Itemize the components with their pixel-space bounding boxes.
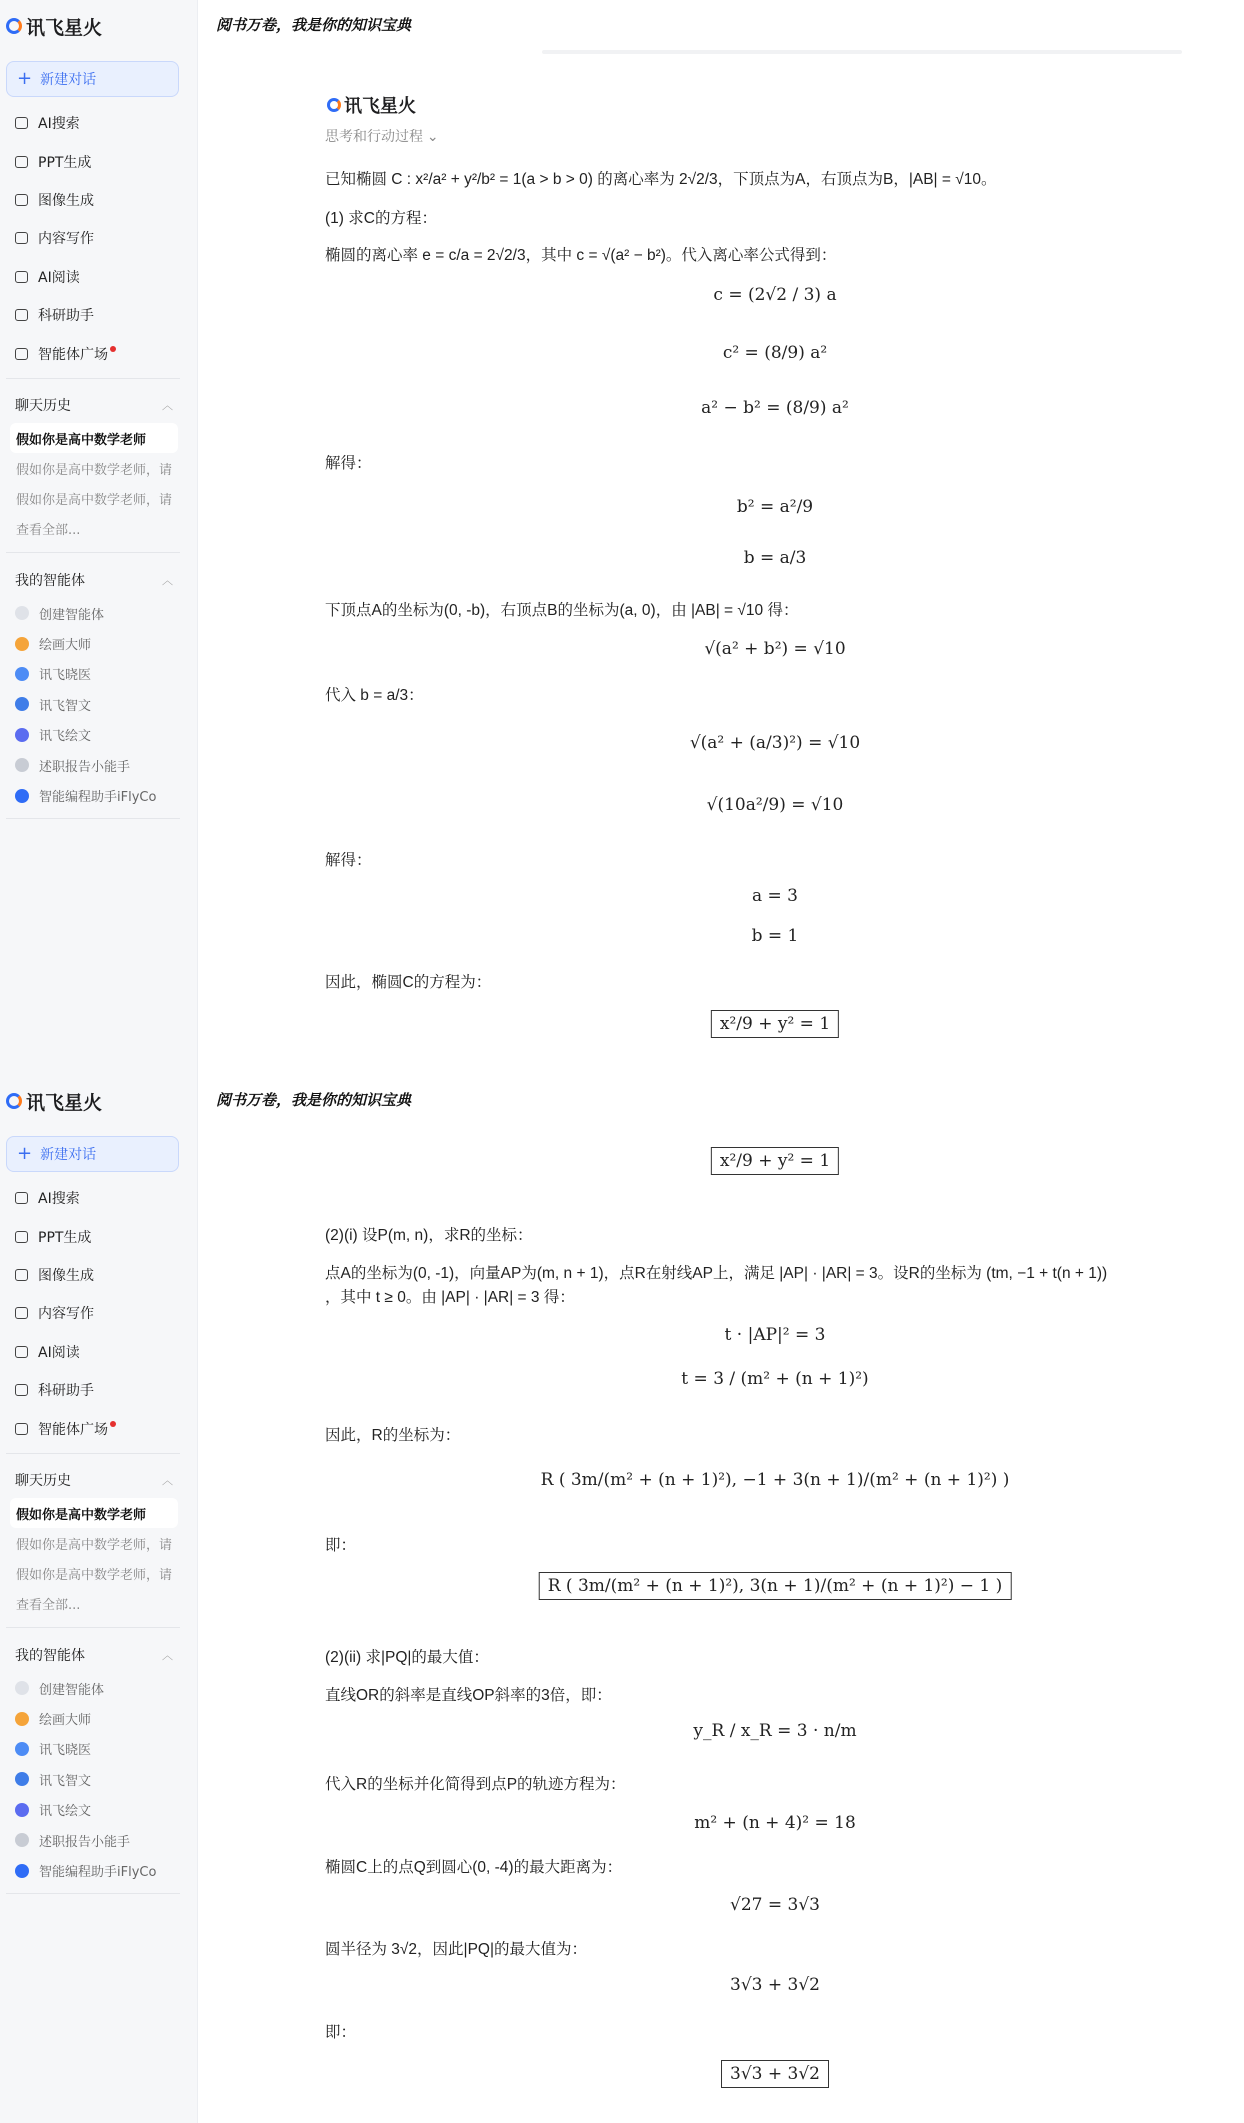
- nav-item-image[interactable]: 图像生成: [0, 1256, 198, 1294]
- section-heading: (1) 求C的方程：: [325, 210, 437, 227]
- history-item[interactable]: 假如你是高中数学老师，请: [16, 492, 173, 508]
- chevron-up-icon[interactable]: ︿: [162, 574, 173, 587]
- paragraph: 因此，椭圆C的方程为：: [325, 974, 492, 991]
- thinking-toggle[interactable]: 思考和行动过程 ⌄: [325, 128, 439, 144]
- paragraph: 即：: [325, 1537, 357, 1554]
- scroll-indicator: [542, 50, 1182, 54]
- medical-cross-icon: [15, 667, 29, 681]
- paint-avatar-icon: [15, 1803, 29, 1817]
- nav-list: [0, 1179, 198, 1448]
- plus-icon: +: [17, 68, 33, 89]
- boxed-answer: x²/9 + y² = 1: [711, 1147, 839, 1175]
- history-header[interactable]: 聊天历史 ︿: [15, 1473, 173, 1489]
- nav-item-research[interactable]: 科研助手: [0, 1371, 198, 1409]
- history-item[interactable]: 假如你是高中数学老师: [10, 1498, 178, 1528]
- nav-item-ai-search[interactable]: AI搜索: [0, 1179, 198, 1217]
- paragraph: 直线OR的斜率是直线OP斜率的3倍，即：: [325, 1687, 612, 1704]
- screenshot-panel-bottom: [0, 1075, 1244, 2123]
- boxed-answer: R ( 3m/(m² + (n + 1)²), 3(n + 1)/(m² + (n + 1)²) − 1 ): [539, 1572, 1012, 1600]
- app-logo[interactable]: 讯飞星火: [6, 12, 102, 40]
- image-icon: [15, 194, 28, 206]
- research-icon: [15, 1384, 28, 1396]
- agents-header[interactable]: 我的智能体 ︿: [15, 573, 173, 589]
- plus-icon: +: [17, 1143, 33, 1164]
- agent-list: [15, 598, 185, 811]
- plus-circle-icon: [15, 1681, 29, 1695]
- equation: √27 = 3√3: [730, 1895, 820, 1915]
- view-all-link[interactable]: 查看全部...: [16, 522, 81, 538]
- pen-icon: [15, 232, 28, 244]
- paragraph: 因此，R的坐标为：: [325, 1427, 461, 1444]
- agent-item[interactable]: 智能编程助手iFlyCo: [15, 780, 185, 810]
- equation: m² + (n + 4)² = 18: [694, 1813, 856, 1833]
- paragraph: 解得：: [325, 455, 372, 472]
- pen-icon: [15, 1307, 28, 1319]
- nav-item-agent-plaza[interactable]: 智能体广场: [0, 1409, 198, 1447]
- paragraph: 即：: [325, 2024, 357, 2041]
- history-item[interactable]: 假如你是高中数学老师，请: [16, 1567, 173, 1583]
- chart-icon: [15, 697, 29, 711]
- history-item[interactable]: 假如你是高中数学老师: [10, 423, 178, 453]
- nav-item-ppt[interactable]: PPT生成: [0, 142, 198, 180]
- boxed-answer: x²/9 + y² = 1: [711, 1010, 839, 1038]
- spark-logo-icon: [327, 98, 341, 112]
- paragraph: 下顶点A的坐标为(0, -b)，右顶点B的坐标为(a, 0)，由 |AB| = √10 得：: [325, 602, 799, 619]
- paragraph: 代入R的坐标并化简得到点P的轨迹方程为：: [325, 1776, 626, 1793]
- nav-item-reading[interactable]: AI阅读: [0, 258, 198, 296]
- spark-logo-icon: [6, 1093, 22, 1109]
- page-title: 阅书万卷，我是你的知识宝典: [216, 16, 412, 34]
- agent-item[interactable]: 讯飞绘文: [15, 720, 185, 750]
- medical-cross-icon: [15, 1742, 29, 1756]
- agent-item[interactable]: 讯飞绘文: [15, 1795, 185, 1825]
- paragraph: ，其中 t ≥ 0。由 |AP| · |AR| = 3 得：: [325, 1289, 575, 1306]
- agent-item[interactable]: 智能编程助手iFlyCo: [15, 1855, 185, 1885]
- equation: y_R / x_R = 3 · n/m: [693, 1721, 857, 1741]
- agent-plaza-icon: [15, 1423, 28, 1435]
- ppt-icon: [15, 156, 28, 168]
- paragraph: 解得：: [325, 852, 372, 869]
- agent-item[interactable]: 讯飞智文: [15, 1764, 185, 1794]
- equation: c = (2√2 / 3) a: [713, 285, 837, 305]
- nav-list: [0, 104, 198, 373]
- research-icon: [15, 309, 28, 321]
- new-chat-button[interactable]: + 新建对话: [6, 1136, 179, 1172]
- history-header[interactable]: 聊天历史 ︿: [15, 398, 173, 414]
- code-avatar-icon: [15, 1864, 29, 1878]
- chevron-up-icon[interactable]: ︿: [162, 399, 173, 412]
- code-avatar-icon: [15, 789, 29, 803]
- agent-item[interactable]: 讯飞智文: [15, 689, 185, 719]
- sidebar: [0, 1075, 198, 2123]
- book-icon: [15, 1346, 28, 1358]
- equation: a² − b² = (8/9) a²: [701, 398, 849, 418]
- plus-circle-icon: [15, 606, 29, 620]
- agent-list: [15, 1673, 185, 1886]
- agent-item-create[interactable]: 创建智能体: [15, 598, 185, 628]
- nav-item-writing[interactable]: 内容写作: [0, 1294, 198, 1332]
- header: [198, 1075, 1244, 1123]
- equation: b² = a²/9: [736, 497, 814, 517]
- agent-item-create[interactable]: 创建智能体: [15, 1673, 185, 1703]
- agent-item[interactable]: 讯飞晓医: [15, 1734, 185, 1764]
- notification-dot: [110, 346, 116, 352]
- paragraph: 点A的坐标为(0, -1)，向量AP为(m, n + 1)，点R在射线AP上，满足 |AP| · |AR| = 3。设R的坐标为 (tm, −1 + t(n + 1)): [325, 1265, 1108, 1282]
- divider: [6, 1453, 180, 1454]
- equation: √(10a²/9) = √10: [706, 795, 844, 815]
- section-heading: (2)(i) 设P(m, n)，求R的坐标：: [325, 1227, 533, 1244]
- history-list: [10, 423, 178, 543]
- ppt-icon: [15, 1231, 28, 1243]
- chevron-up-icon[interactable]: ︿: [162, 1649, 173, 1662]
- divider: [6, 818, 180, 819]
- report-avatar-icon: [15, 758, 29, 772]
- answer-brand: 讯飞星火: [327, 92, 416, 118]
- paint-avatar-icon: [15, 728, 29, 742]
- image-icon: [15, 1269, 28, 1281]
- paragraph: 椭圆C上的点Q到圆心(0, -4)的最大距离为：: [325, 1859, 623, 1876]
- new-chat-button[interactable]: + 新建对话: [6, 61, 179, 97]
- history-item[interactable]: 假如你是高中数学老师，请: [16, 1537, 173, 1553]
- divider: [6, 552, 180, 553]
- header: [198, 0, 1244, 48]
- nav-item-agent-plaza[interactable]: 智能体广场: [0, 334, 198, 372]
- view-all-link[interactable]: 查看全部...: [16, 1597, 81, 1613]
- nav-item-reading[interactable]: AI阅读: [0, 1333, 198, 1371]
- divider: [6, 378, 180, 379]
- agent-item[interactable]: 述职报告小能手: [15, 750, 185, 780]
- equation: √(a² + b²) = √10: [704, 639, 846, 659]
- paragraph: 代入 b = a/3：: [325, 687, 424, 704]
- paragraph: 椭圆的离心率 e = c/a = 2√2/3，其中 c = √(a² − b²)。代入离心率公式得到：: [325, 247, 837, 264]
- search-icon: [15, 1192, 28, 1204]
- sidebar: [0, 0, 198, 1075]
- divider: [6, 1893, 180, 1894]
- paragraph: 圆半径为 3√2，因此|PQ|的最大值为：: [325, 1941, 588, 1958]
- history-list: [10, 1498, 178, 1618]
- notification-dot: [110, 1421, 116, 1427]
- spark-logo-icon: [6, 18, 22, 34]
- question-text: 已知椭圆 C : x²/a² + y²/b² = 1(a > b > 0) 的离心率为 2√2/3，下顶点为A，右顶点为B，|AB| = √10。: [325, 171, 997, 188]
- painter-avatar-icon: [15, 637, 29, 651]
- agent-item[interactable]: 讯飞晓医: [15, 659, 185, 689]
- equation: b = 1: [751, 926, 799, 946]
- chart-icon: [15, 1772, 29, 1786]
- report-avatar-icon: [15, 1833, 29, 1847]
- book-icon: [15, 271, 28, 283]
- nav-item-writing[interactable]: 内容写作: [0, 219, 198, 257]
- page-title: 阅书万卷，我是你的知识宝典: [216, 1091, 412, 1109]
- nav-item-ppt[interactable]: PPT生成: [0, 1217, 198, 1255]
- divider: [6, 1627, 180, 1628]
- section-heading: (2)(ii) 求|PQ|的最大值：: [325, 1649, 489, 1666]
- app-logo[interactable]: 讯飞星火: [6, 1087, 102, 1115]
- equation: 3√3 + 3√2: [730, 1975, 820, 1995]
- chevron-up-icon[interactable]: ︿: [162, 1474, 173, 1487]
- equation: b = a/3: [743, 548, 807, 568]
- history-item[interactable]: 假如你是高中数学老师，请: [16, 462, 173, 478]
- agent-item[interactable]: 绘画大师: [15, 628, 185, 658]
- nav-item-image[interactable]: 图像生成: [0, 181, 198, 219]
- equation: c² = (8/9) a²: [722, 343, 828, 363]
- equation: t = 3 / (m² + (n + 1)²): [681, 1369, 869, 1389]
- nav-item-research[interactable]: 科研助手: [0, 296, 198, 334]
- equation: R ( 3m/(m² + (n + 1)²), −1 + 3(n + 1)/(m² + (n + 1)²) ): [540, 1470, 1010, 1490]
- search-icon: [15, 117, 28, 129]
- agent-item[interactable]: 绘画大师: [15, 1703, 185, 1733]
- agents-header[interactable]: 我的智能体 ︿: [15, 1648, 173, 1664]
- agent-plaza-icon: [15, 348, 28, 360]
- agent-item[interactable]: 述职报告小能手: [15, 1825, 185, 1855]
- equation: a = 3: [751, 886, 799, 906]
- equation: t · |AP|² = 3: [724, 1325, 826, 1345]
- painter-avatar-icon: [15, 1712, 29, 1726]
- nav-item-ai-search[interactable]: AI搜索: [0, 104, 198, 142]
- equation: √(a² + (a/3)²) = √10: [689, 733, 861, 753]
- boxed-answer: 3√3 + 3√2: [721, 2060, 829, 2088]
